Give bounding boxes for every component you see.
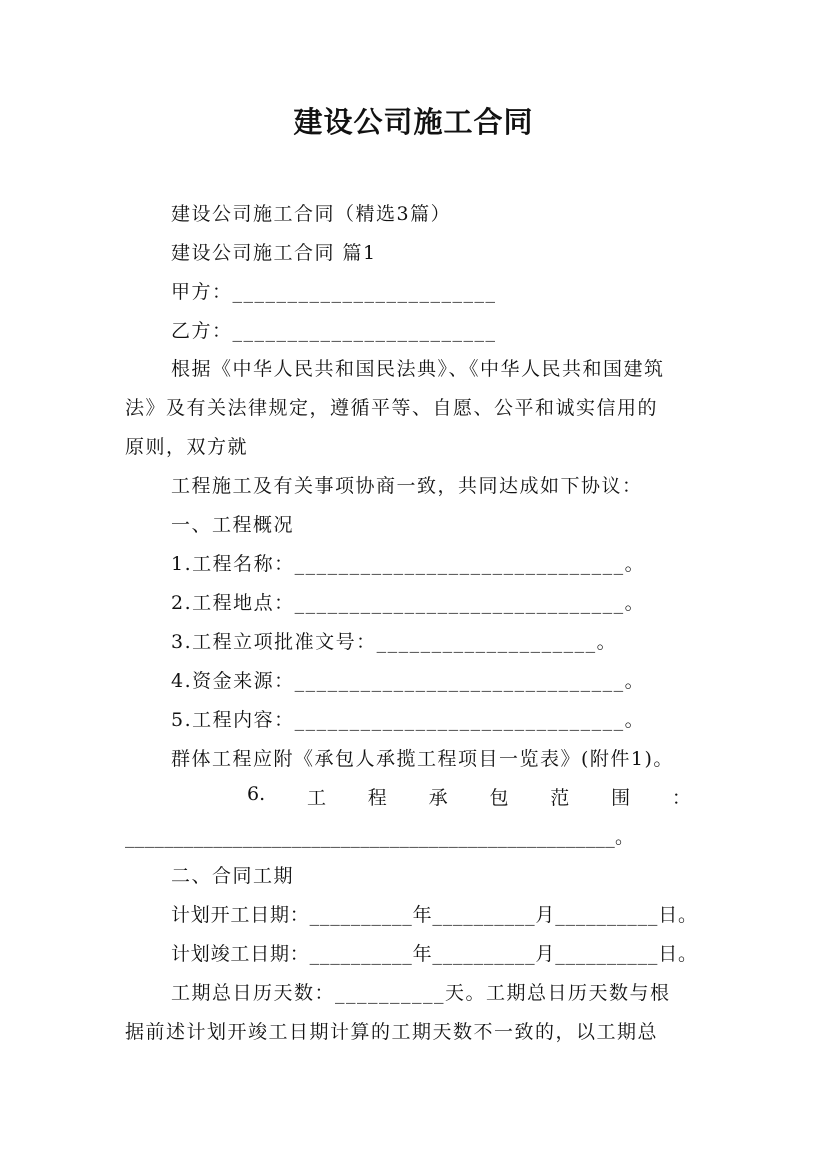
completion-date-line: 计划竣工日期：__________年__________月__________日。 — [171, 943, 698, 965]
party-a-line: 甲方：________________________ — [171, 281, 497, 303]
scope-word: 范 — [550, 787, 570, 809]
funding-source-line: 4.资金来源：______________________________。 — [171, 670, 646, 692]
section-heading: 二、合同工期 — [171, 865, 295, 887]
paragraph-line: 工期总日历天数：__________天。工期总日历天数与根 — [171, 982, 671, 1004]
party-b-line: 乙方：________________________ — [171, 320, 497, 342]
approval-number-line: 3.工程立项批准文号：____________________。 — [171, 631, 618, 653]
paragraph-line: 原则，双方就 — [125, 436, 249, 458]
section-heading: 一、工程概况 — [171, 514, 295, 536]
paragraph-line: 据前述计划开竣工日期计算的工期天数不一致的，以工期总 — [125, 1021, 659, 1043]
paragraph-line: 根据《中华人民共和国民法典》、《中华人民共和国建筑 — [171, 358, 665, 380]
scope-word: 工 — [306, 787, 326, 809]
scope-word: 承 — [428, 787, 448, 809]
project-content-line: 5.工程内容：______________________________。 — [171, 709, 646, 731]
project-location-line: 2.工程地点：______________________________。 — [171, 592, 646, 614]
scope-word: 6. — [247, 783, 266, 805]
document-title: 建设公司施工合同 — [293, 105, 534, 139]
section-heading: 建设公司施工合同 篇1 — [171, 242, 377, 264]
scope-word: 包 — [489, 787, 509, 809]
subtitle-line: 建设公司施工合同（精选3篇） — [171, 203, 452, 225]
start-date-line: 计划开工日期：__________年__________月__________日。 — [171, 904, 698, 926]
paragraph-line: 群体工程应附《承包人承揽工程项目一览表》(附件1)。 — [171, 748, 674, 770]
paragraph-line: 工程施工及有关事项协商一致，共同达成如下协议： — [171, 475, 643, 497]
scope-blank-line: __________________________________________________。 — [125, 826, 635, 848]
scope-word: ： — [671, 787, 691, 809]
paragraph-line: 法》及有关法律规定，遵循平等、自愿、公平和诚实信用的 — [125, 397, 659, 419]
scope-heading-line — [247, 783, 691, 810]
scope-word: 围 — [611, 787, 631, 809]
scope-word: 程 — [367, 787, 387, 809]
project-name-line: 1.工程名称：______________________________。 — [171, 553, 646, 575]
